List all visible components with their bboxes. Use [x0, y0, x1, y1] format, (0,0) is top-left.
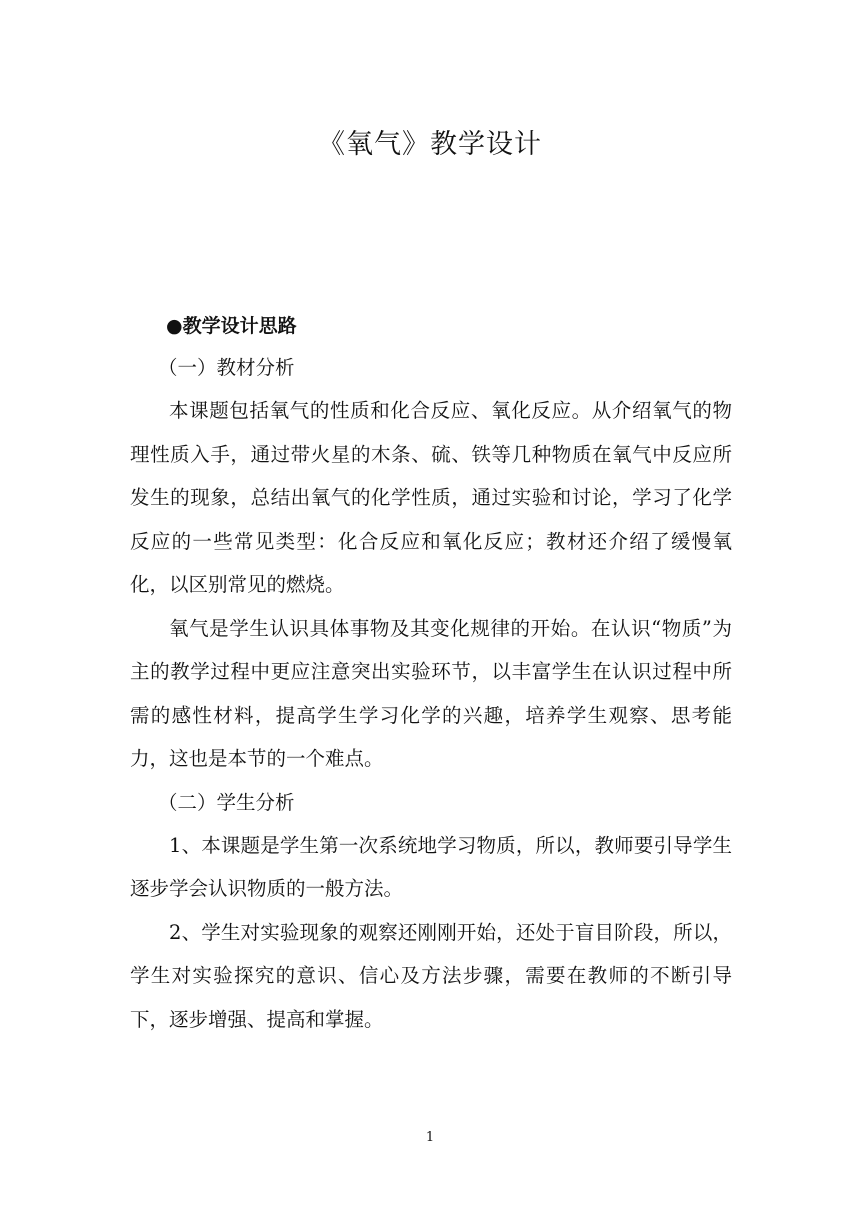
subsection-heading-students: （二）学生分析 [158, 790, 295, 814]
section-heading-text: 教学设计思路 [182, 315, 297, 337]
subsection-heading-textbook: （一）教材分析 [158, 356, 295, 379]
paragraph: 1、本课题是学生第一次系统地学习物质，所以，教师要引导学生逐步学会认识物质的一般方法。 [130, 833, 732, 900]
page-number: 1 [425, 1130, 435, 1145]
paragraph: 本课题包括氧气的性质和化合反应、氧化反应。从介绍氧气的物理性质入手，通过带火星的木条、硫、铁等几种物质在氧气中反应所发生的现象，总结出氧气的化学性质，通过实验和讨论，学习了化学反应的一些常见类型：化合反应和氧化反应；教材还介绍了缓慢氧化，以区别常见的燃烧。 [130, 399, 732, 596]
paragraph: 2、学生对实验现象的观察还刚刚开始，还处于盲目阶段，所以，学生对实验探究的意识、信心及方法步骤，需要在教师的不断引导下，逐步增强、提高和掌握。 [130, 920, 732, 1031]
document-title: 《氧气》教学设计 [318, 129, 542, 160]
paragraph: 氧气是学生认识具体事物及其变化规律的开始。在认识“物质”为主的教学过程中更应注意突出实验环节，以丰富学生在认识过程中所需的感性材料，提高学生学习化学的兴趣，培养学生观察、思考能力，这也是本节的一个难点。 [130, 616, 732, 770]
section-heading [130, 306, 732, 346]
bullet-icon: ● [166, 315, 183, 337]
document-body [130, 306, 732, 1041]
